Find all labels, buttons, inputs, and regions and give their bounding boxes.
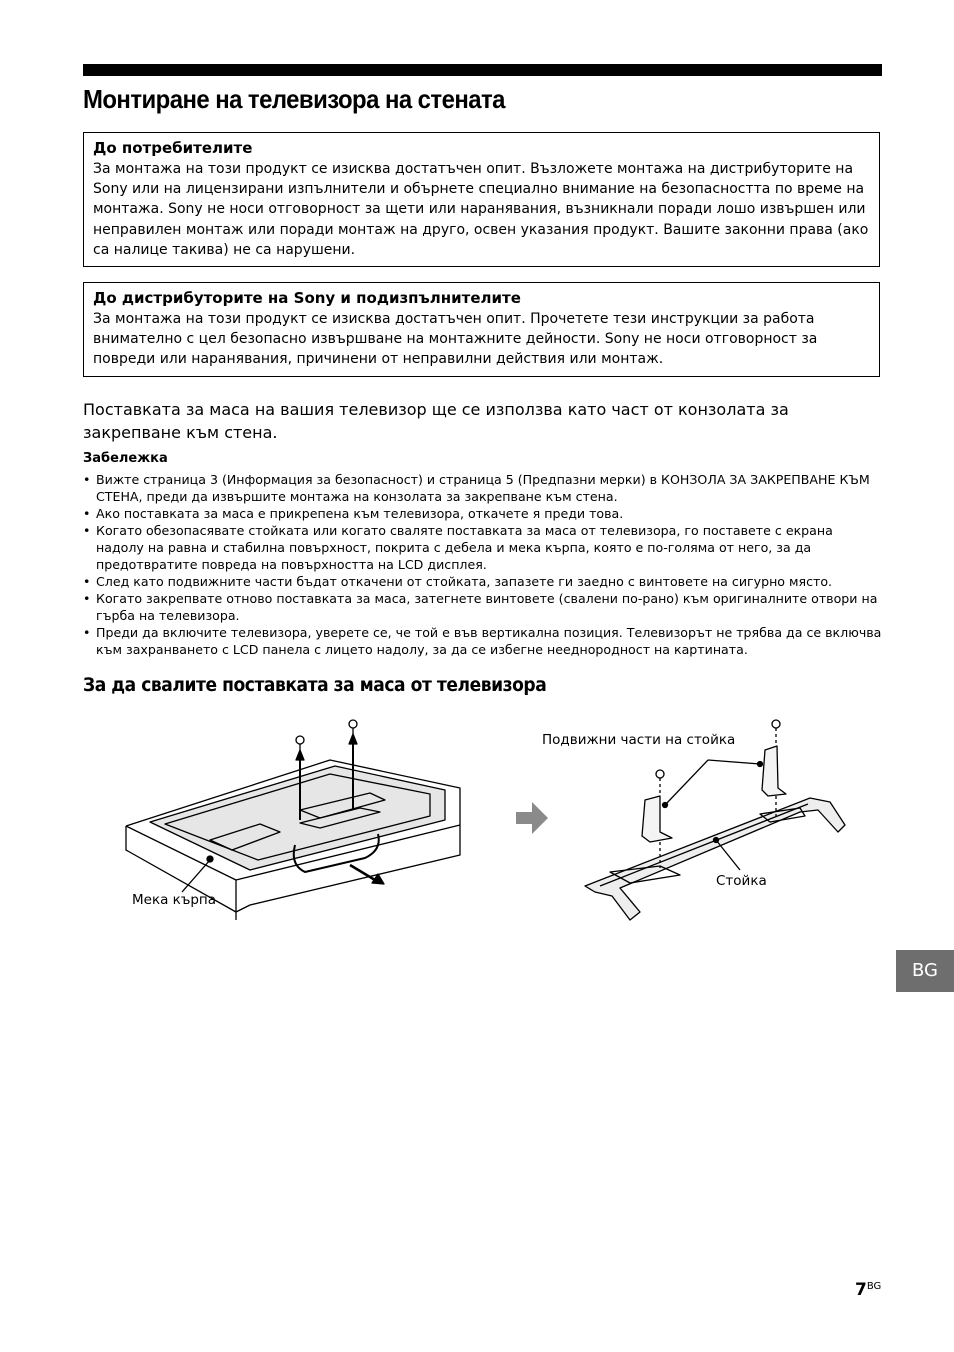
notes-list [83,471,883,658]
page-number [855,1280,881,1300]
note-item: • След като подвижните части бъдат откачени от стойката, запазете ги заедно с винтовете на сигурно място. [83,573,883,590]
section-title: За да свалите поставката за маса от телевизора [83,674,547,696]
tv-back-panel [150,766,445,870]
movable-bracket [762,746,786,796]
label-stand: Стойка [716,873,767,889]
label-soft-cloth: Мека кърпа [132,892,217,908]
screw-icon [349,720,357,734]
page-number-value: 7 [855,1280,867,1300]
note-item: • Когато закрепвате отново поставката за маса, затегнете винтовете (свалени по-рано) към оригиналните отвори на гърба на телевизора. [83,590,883,624]
page-title: Монтиране на телевизора на стената [83,84,505,114]
notice-heading-distributors: До дистрибуторите на Sony и подизпълнителите [93,289,521,307]
notice-box-users [83,132,880,267]
screw-icon [296,736,304,750]
top-rule [83,64,882,76]
note-item: • Когато обезопасявате стойката или когато сваляте поставката за маса от телевизора, го поставете с екрана надолу на равна и стабилна повърхност, покрита с дебела и мека кърпа, която е по-голяма от него, за да предотвратите повреда на повърхността на LCD дисплея. [83,522,883,573]
language-tab: BG [896,950,954,992]
note-item: • Преди да включите телевизора, уверете се, че той е във вертикална позиция. Телевизорът не трябва да се включва към захранването с LCD панела с лицето надолу, за да се избегне нееднородност на картината. [83,624,883,658]
note-item: • Ако поставката за маса е прикрепена към телевизора, откачете я преди това. [83,505,883,522]
note-item: • Вижте страница 3 (Информация за безопасност) и страница 5 (Предпазни мерки) в КОНЗОЛА ЗА ЗАКРЕПВАНЕ КЪМ СТЕНА, преди да извършите монтажа на конзолата за закрепване към стена. [83,471,883,505]
notice-box-distributors [83,282,880,377]
notice-body-users: За монтажа на този продукт се изисква достатъчен опит. Възложете монтажа на дистрибуторите на Sony или на лицензирани изпълнители и обърнете специално внимание на безопасността по време на монтажа. Sony не носи отговорност за щети или наранявания, възникнали поради лошо извършен или неправилен монтаж или поради монтаж на друго, освен указания продукт. Вашите законни права (ако са налице такива) не са нарушени. [93,161,869,258]
screw-icon [772,720,780,746]
notice-body-distributors: За монтажа на този продукт се изисква достатъчен опит. Прочетете тези инструкции за работа внимателно с цел безопасно извършване на монтажните дейности. Sony не носи отговорност за повреди или наранявания, причинени от неправилни действия или монтаж. [93,311,818,368]
notice-heading-users: До потребителите [93,139,253,157]
label-movable-parts: Подвижни части на стойка [542,732,736,748]
note-heading: Забележка [83,451,168,466]
page-number-suffix: BG [866,1281,882,1292]
lead-paragraph: Поставката за маса на вашия телевизор ще се използва като част от конзолата за закрепване към стена. [83,400,789,442]
stand-base [585,798,845,920]
screw-icon [656,770,664,796]
step-arrow-icon [516,802,548,834]
